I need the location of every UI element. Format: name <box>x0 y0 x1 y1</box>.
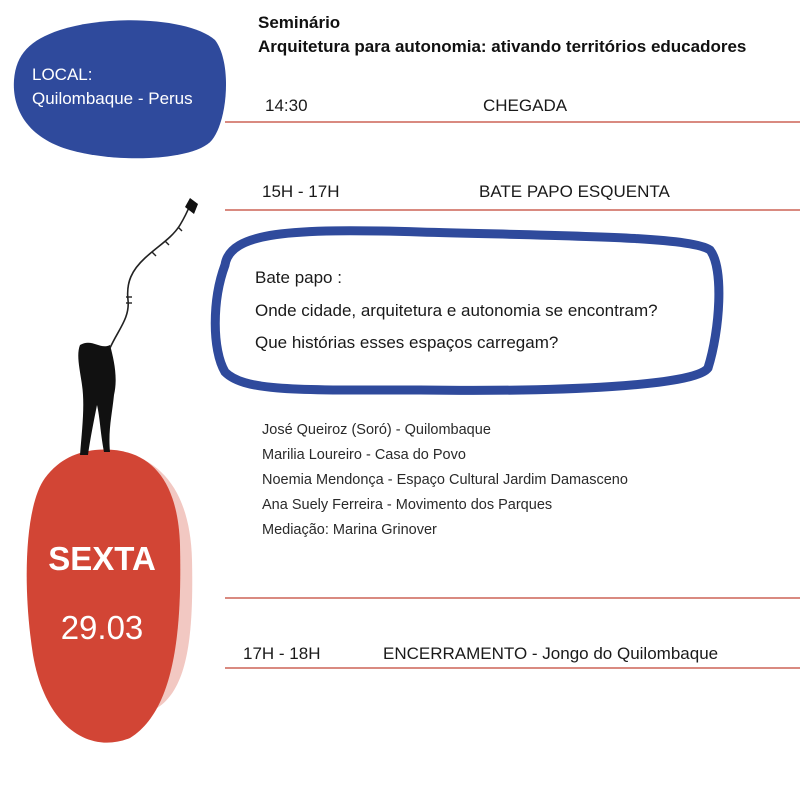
bubble-heading: Bate papo : <box>255 268 342 287</box>
event-date: 29.03 <box>60 609 144 646</box>
location-label: LOCAL: <box>32 65 93 84</box>
schedule-time-1: 14:30 <box>265 96 308 115</box>
schedule-time-3: 17H - 18H <box>243 644 321 663</box>
kite-string-knots <box>126 227 182 303</box>
location <box>32 63 193 111</box>
speaker-item: José Queiroz (Soró) - Quilombaque <box>262 422 491 438</box>
mediation-item: Mediação: Marina Grinover <box>262 522 437 538</box>
speaker-item: Ana Suely Ferreira - Movimento dos Parques <box>262 497 553 513</box>
schedule-label-3: ENCERRAMENTO - Jongo do Quilombaque <box>383 644 719 663</box>
bubble-question-2: Que histórias esses espaços carregam? <box>255 333 559 352</box>
speaker-item: Marilia Loureiro - Casa do Povo <box>262 447 466 463</box>
schedule-label-2: BATE PAPO ESQUENTA <box>479 182 670 201</box>
bubble-question-1: Onde cidade, arquitetura e autonomia se encontram? <box>255 301 658 320</box>
location-value: Quilombaque - Perus <box>32 89 193 108</box>
schedule-label-1: CHEGADA <box>483 96 568 115</box>
speaker-list <box>262 418 628 543</box>
speaker-item: Noemia Mendonça - Espaço Cultural Jardim Damasceno <box>262 472 628 488</box>
event-title-name: Arquitetura para autonomia: ativando territórios educadores <box>258 37 747 56</box>
figure-silhouette <box>78 343 115 455</box>
date-blob <box>27 450 181 743</box>
day-of-week: SEXTA <box>48 540 156 577</box>
schedule-time-2: 15H - 17H <box>262 182 340 201</box>
event-title <box>258 11 746 59</box>
kite-string <box>110 205 190 348</box>
event-title-kind: Seminário <box>258 13 341 32</box>
